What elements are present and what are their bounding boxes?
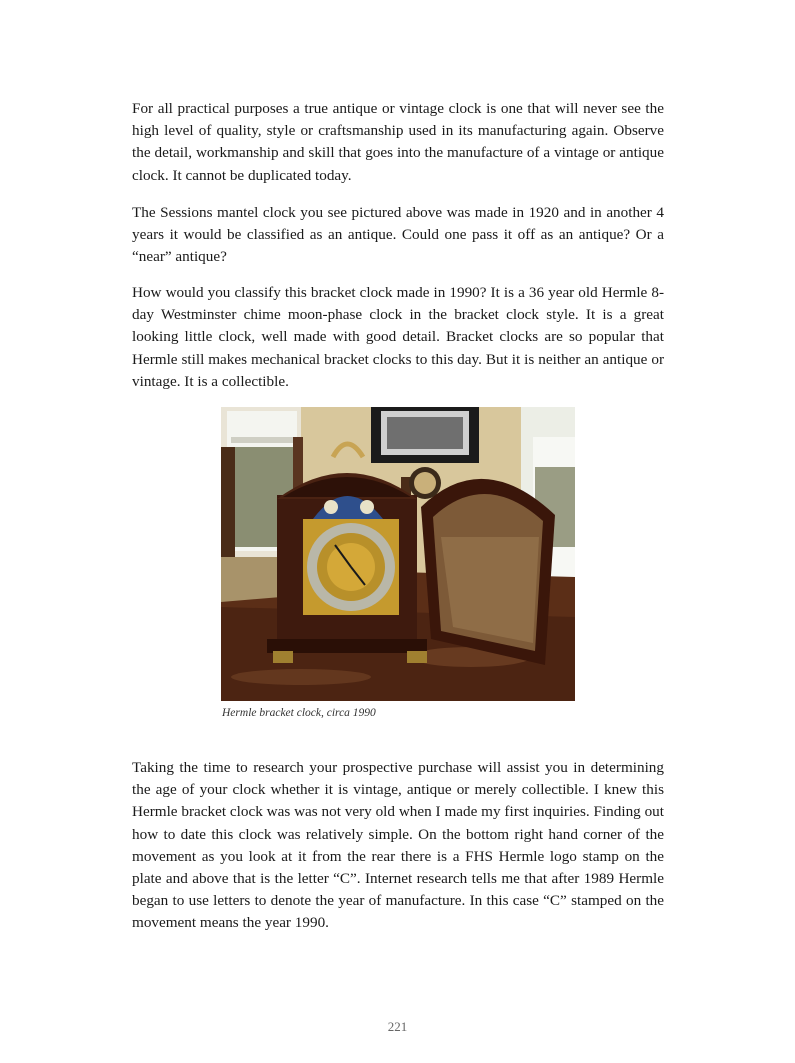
paragraph-bracket-clock: How would you classify this bracket clock made in 1990? It is a 36 year old Hermle 8-day Westminster chime moon-phase clock in the bracket clock style. It is a great looking little clock, well made with good detail. Bracket clocks are so popular that Hermle still makes mechanical bracket clocks to this day. But it is neither an antique or vintage. It is a collectible. <box>132 284 664 390</box>
figure-caption: Hermle bracket clock, circa 1990 <box>222 707 376 719</box>
hermle-clock-photo <box>221 407 575 701</box>
paragraph-dating-clock: Taking the time to research your prospective purchase will assist you in determining the age of your clock whether it is vintage, antique or merely collectible. I knew this Hermle bracket clock was was not very old when I made my first inquiries. Finding out how to date this clock was relatively simple. On the bottom right hand corner of the movement as you look at it from the rear there is a FHS Hermle logo stamp on the plate and above that is the letter “C”. Internet research tells me that after 1989 Hermle began to use letters to denote the year of manufacture. In this case “C” stamped on the movement means the year 1990. <box>132 759 664 932</box>
paragraph-antique-definition: For all practical purposes a true antique or vintage clock is one that will never see the high level of quality, style or craftsmanship used in its manufacturing again. Observe the detail, workmanship and skill that goes into the manufacture of a vintage or antique clock. It cannot be duplicated today. <box>132 100 664 184</box>
page-number: 221 <box>387 1019 408 1034</box>
paragraph-sessions-clock: The Sessions mantel clock you see pictured above was made in 1920 and in another 4 years it would be classified as an antique. Could one pass it off as an antique? Or a “near” antique? <box>132 204 664 266</box>
